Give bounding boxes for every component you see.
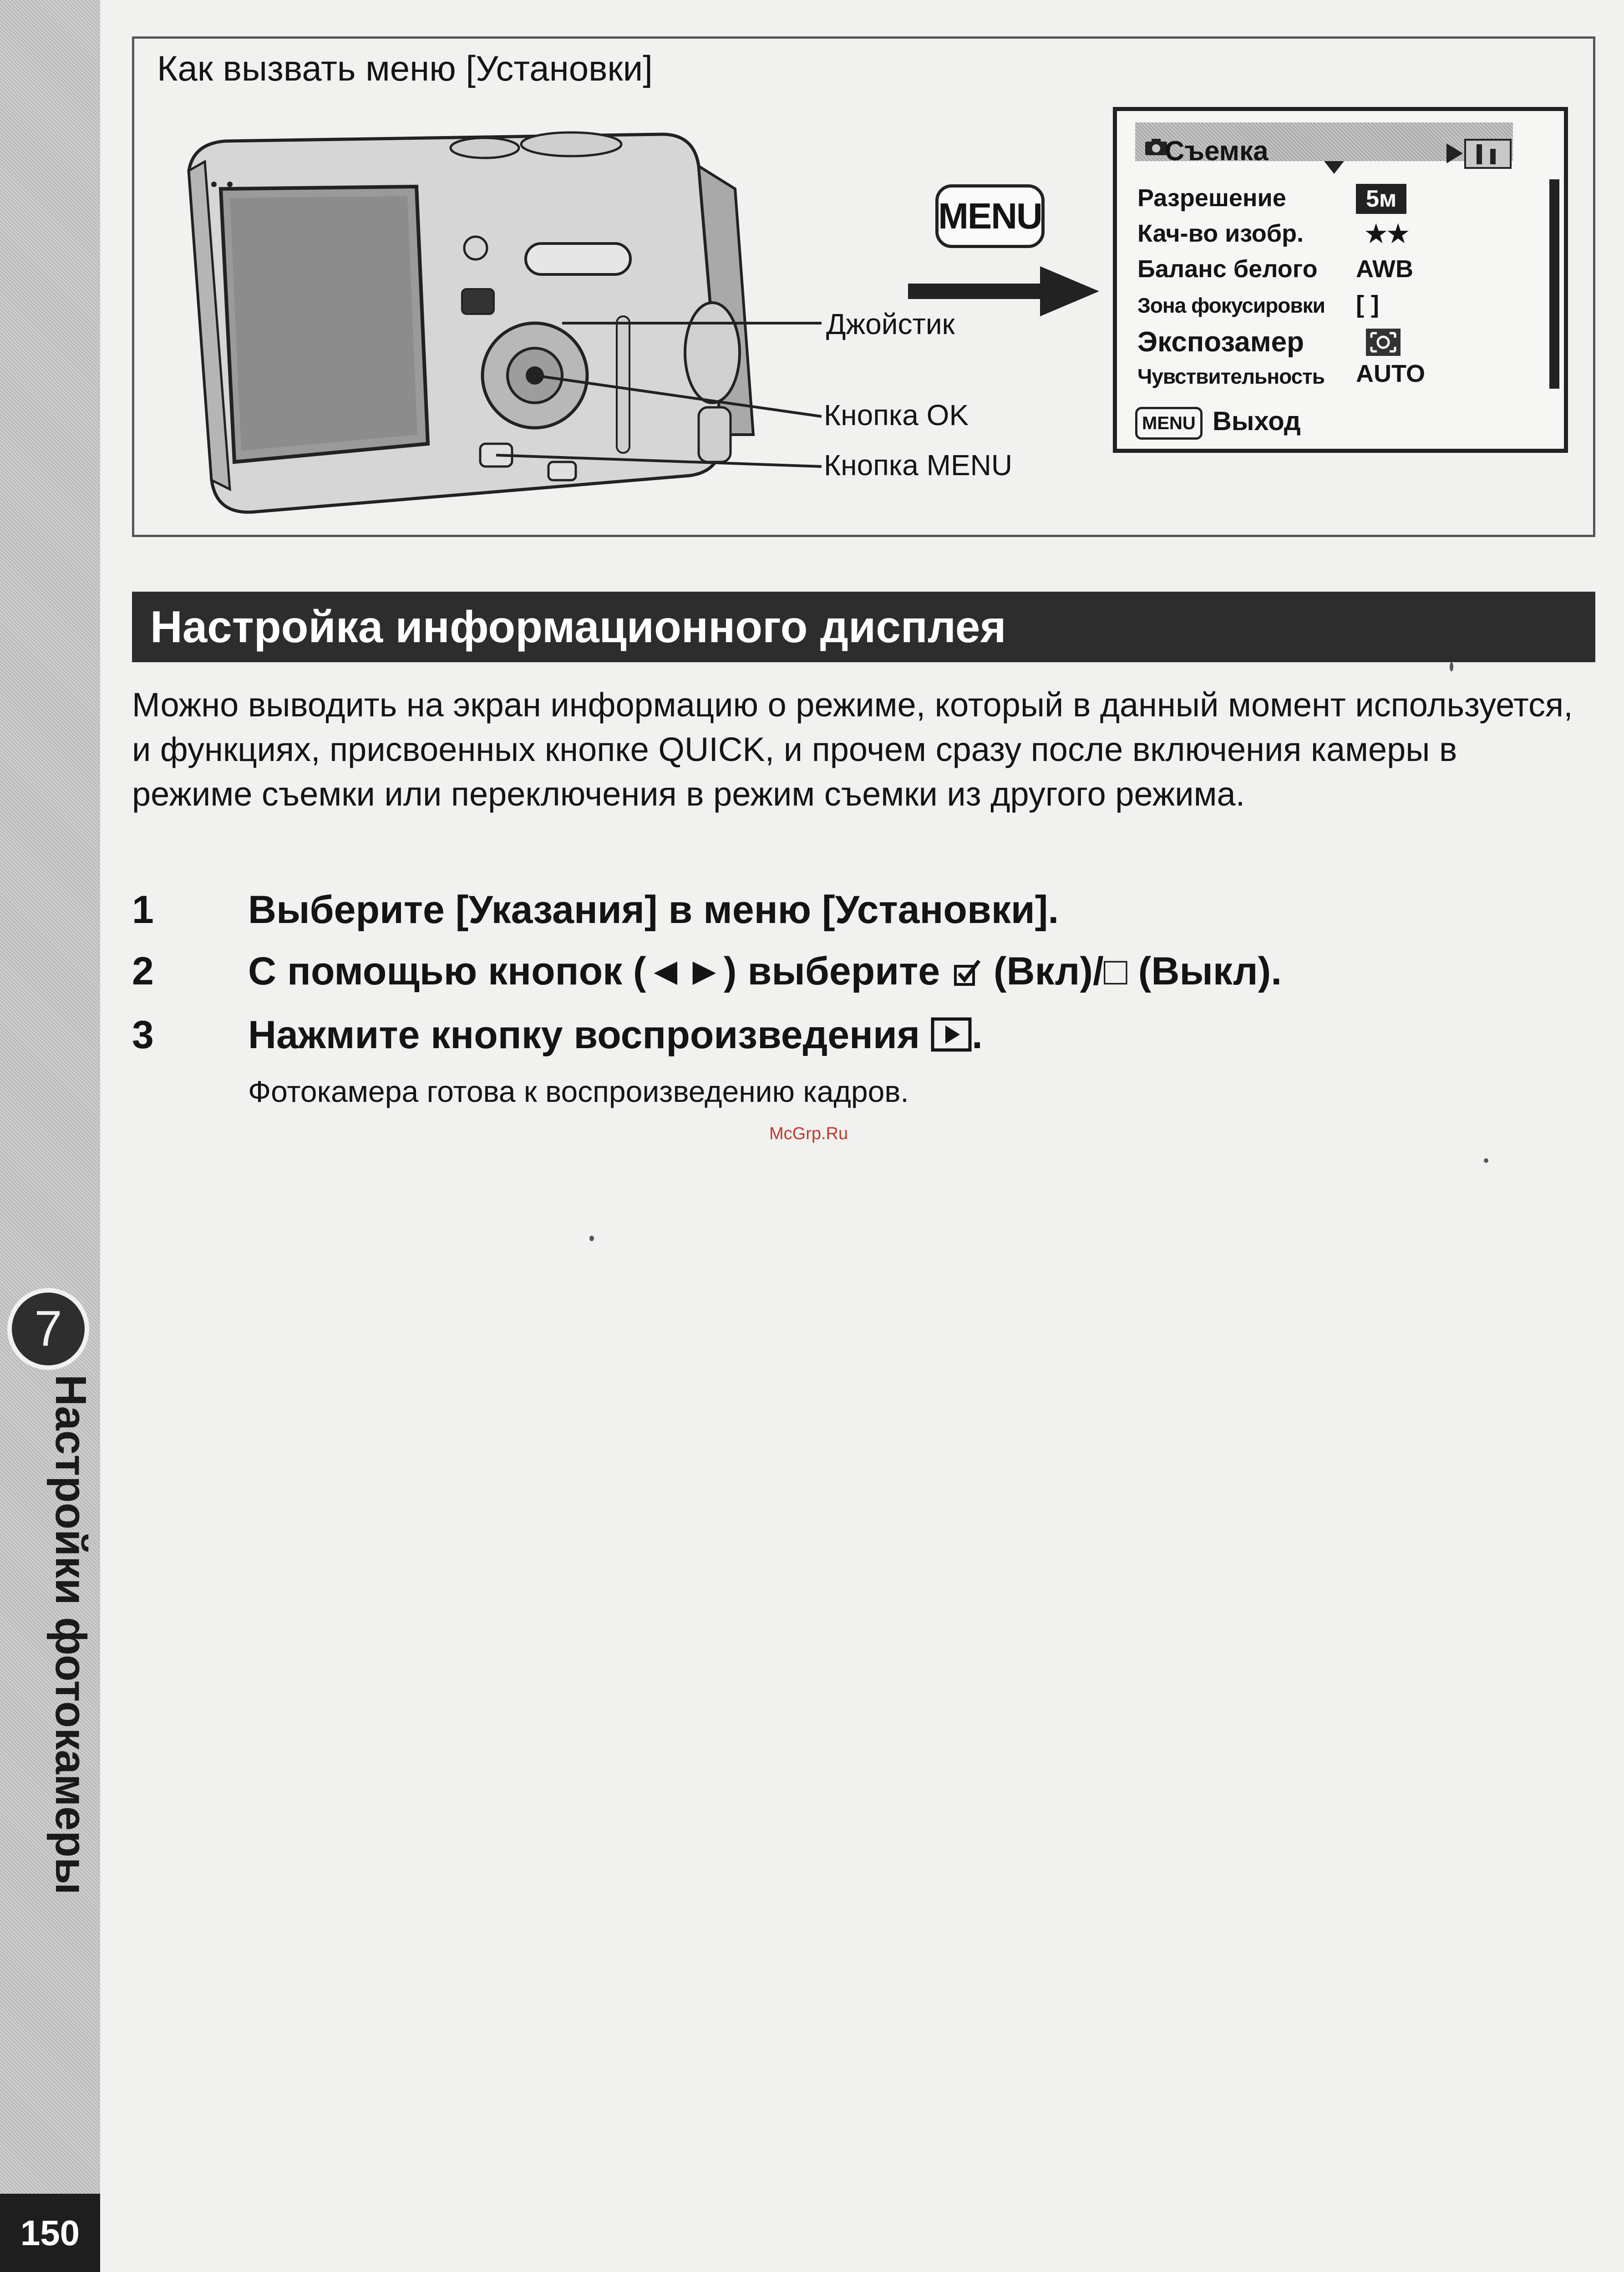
checkbox-checked-icon — [951, 955, 983, 987]
right-arrow-icon — [908, 262, 1099, 321]
scan-speck — [589, 1236, 594, 1241]
watermark: McGrp.Ru — [769, 1124, 848, 1143]
step-2-number: 2 — [132, 949, 154, 993]
resolution-value: 5м — [1356, 184, 1406, 214]
joystick-callout: Джойстик — [826, 308, 955, 340]
page-number: 150 — [0, 2194, 100, 2272]
menu-button-callout: Кнопка MENU — [824, 449, 1013, 482]
step-3-number: 3 — [132, 1013, 154, 1057]
metering-icon — [1365, 328, 1401, 357]
scan-speck — [1484, 1158, 1488, 1163]
next-tab-icon — [1445, 135, 1513, 172]
scan-speck — [1450, 662, 1453, 671]
ok-button-callout: Кнопка OK — [824, 399, 969, 431]
panel-title: Как вызвать меню [Установки] — [157, 48, 653, 88]
chapter-number: 7 — [34, 1301, 62, 1357]
menu-key-label: MENU — [935, 184, 1045, 248]
chapter-title: Настройки фотокамеры — [46, 1374, 95, 1895]
step-3-subtext: Фотокамера готова к воспроизведению кадров. — [248, 1075, 909, 1108]
lcd-tab-pointer — [1324, 161, 1344, 174]
section-heading: Настройка информационного дисплея — [132, 592, 1595, 662]
playback-button-icon — [931, 1017, 972, 1052]
step-1-number: 1 — [132, 888, 154, 932]
lcd-menu-screen: Съемка Разрешение 5м Кач-во изобр. ★★ Баланс белого AWB Зона фокусировки [ ] Экспозамер Чувствительность AUTO MENU Выход — [1113, 107, 1568, 453]
lcd-header — [1135, 122, 1513, 166]
intro-paragraph: Можно выводить на экран информацию о режиме, который в данный момент используется, и функциях, присвоенных кнопке QUICK, и прочем сразу после включения камеры в режиме съемки или переключения в режим съемки из другого режима. — [132, 686, 1573, 813]
camera-illustration-icon — [162, 116, 822, 539]
lcd-tab-shooting: Съемка — [1165, 136, 1269, 166]
step-1-text: Выберите [Указания] в меню [Установки]. — [248, 888, 1059, 932]
menu-access-panel — [132, 36, 1595, 537]
chapter-number-badge — [7, 1288, 89, 1370]
lcd-menu-key: MENU — [1135, 407, 1203, 440]
lcd-exit-label: Выход — [1213, 406, 1301, 436]
step-2-text: С помощью кнопок (◄►) выберите (Вкл)/□ (Выкл). — [248, 949, 1282, 993]
lcd-scrollbar — [1549, 179, 1559, 389]
step-3-text: Нажмите кнопку воспроизведения . — [248, 1013, 983, 1057]
